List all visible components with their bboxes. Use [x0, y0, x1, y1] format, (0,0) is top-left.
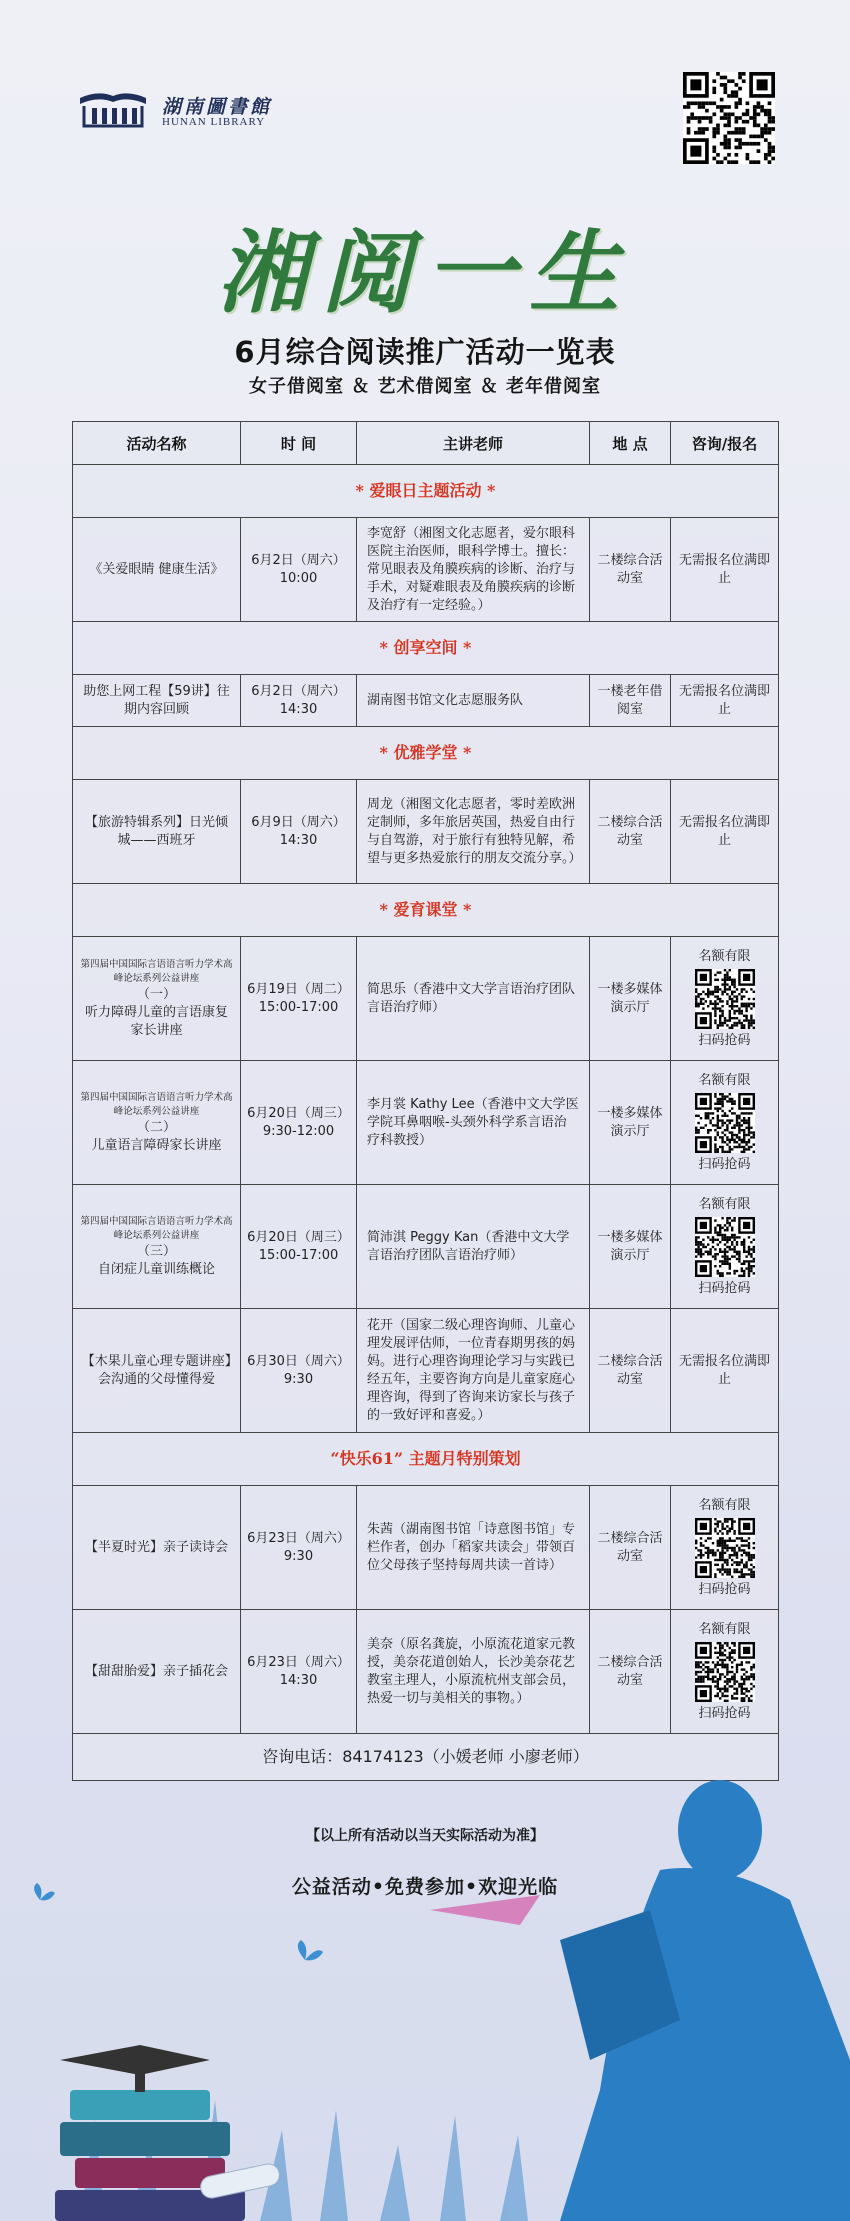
activity-consult: [671, 1486, 779, 1610]
qr-code-icon[interactable]: [683, 72, 775, 164]
scan-label: 扫码抢码: [698, 1032, 751, 1048]
table-row: [73, 1185, 779, 1309]
activity-teacher: 简思乐（香港中文大学言语治疗团队言语治疗师）: [357, 937, 590, 1061]
qr-code-icon[interactable]: [695, 1518, 755, 1578]
activity-teacher: 湖南图书馆文化志愿服务队: [357, 675, 590, 727]
activity-time: 6月20日（周三）15:00-17:00: [241, 1185, 357, 1309]
quota-label: 名额有限: [698, 1196, 751, 1212]
activity-time: 6月20日（周三）9:30-12:00: [241, 1061, 357, 1185]
activity-place: 一楼老年借阅室: [590, 675, 671, 727]
qr-code-icon[interactable]: [695, 1093, 755, 1153]
activity-teacher: 周龙（湘图文化志愿者，零时差欧洲定制师，多年旅居英国，热爱自由行与自驾游，对于旅行有独特见解，希望与更多热爱旅行的朋友交流分享。）: [357, 780, 590, 884]
scan-label: 扫码抢码: [698, 1581, 751, 1597]
library-logo-icon: [78, 90, 148, 130]
section-row: [73, 622, 779, 675]
activity-place: 二楼综合活动室: [590, 1486, 671, 1610]
library-logo: [78, 90, 338, 130]
activity-place: 一楼多媒体演示厅: [590, 1185, 671, 1309]
section-row: [73, 884, 779, 937]
table-row: [73, 937, 779, 1061]
activity-name: 《关爱眼睛 健康生活》: [73, 518, 241, 622]
activity-teacher: 李月裳 Kathy Lee（香港中文大学医学院耳鼻咽喉-头颈外科学系言语治疗科教授）: [357, 1061, 590, 1185]
paper-plane-icon: [430, 1895, 540, 1925]
activity-teacher: 朱茜（湖南图书馆「诗意图书馆」专栏作者，创办「稻家共读会」带领百位父母孩子坚持每周共读一首诗）: [357, 1486, 590, 1610]
activity-place: 二楼综合活动室: [590, 518, 671, 622]
activity-teacher: 简沛淇 Peggy Kan（香港中文大学言语治疗团队言语治疗师）: [357, 1185, 590, 1309]
scan-label: 扫码抢码: [698, 1705, 751, 1721]
section-title: * 爱眼日主题活动 *: [73, 465, 779, 518]
table-row: [73, 1610, 779, 1734]
scan-label: 扫码抢码: [698, 1156, 751, 1172]
activity-name: 【半夏时光】亲子读诗会: [73, 1486, 241, 1610]
activity-time: 6月19日（周二）15:00-17:00: [241, 937, 357, 1061]
table-row: [73, 1061, 779, 1185]
table-row: [73, 1309, 779, 1433]
activity-consult: [671, 937, 779, 1061]
activity-name-cell: [73, 1185, 241, 1309]
activity-name: 儿童语言障碍家长讲座: [91, 1137, 222, 1153]
activity-teacher: 李宽舒（湘图文化志愿者，爱尔眼科医院主治医师，眼科学博士。擅长：常见眼表及角膜疾病的诊断、治疗与手术，对疑难眼表及角膜疾病的诊断及治疗有一定经验。）: [357, 518, 590, 622]
activity-consult: 无需报名位满即止: [671, 675, 779, 727]
table-header-row: [73, 422, 779, 465]
table-row: [73, 780, 779, 884]
activity-name-cell: [73, 1061, 241, 1185]
reading-rooms: 女子借阅室 ＆ 艺术借阅室 ＆ 老年借阅室: [248, 376, 602, 397]
activity-place: 一楼多媒体演示厅: [590, 1061, 671, 1185]
disclaimer-note: 【以上所有活动以当天实际活动为准】: [306, 1828, 544, 1844]
series-number: （一）: [136, 986, 176, 1002]
library-name-en: HUNAN LIBRARY: [162, 116, 266, 128]
reader-silhouette-icon: [560, 1780, 850, 2221]
series-name: 第四届中国国际言语语言听力学术高峰论坛系列公益讲座: [80, 1091, 233, 1117]
section-title: * 创享空间 *: [73, 622, 779, 675]
scan-label: 扫码抢码: [698, 1280, 751, 1296]
header-time: 时 间: [241, 422, 357, 465]
library-name-cn: 湖南圖書館: [162, 96, 273, 118]
page-title: 湘阅一生: [217, 220, 633, 326]
activity-place: 二楼综合活动室: [590, 1309, 671, 1433]
series-number: （二）: [136, 1119, 176, 1135]
qr-code-icon[interactable]: [695, 969, 755, 1029]
activity-teacher: 美奈（原名龚旋，小原流花道家元教授，美奈花道创始人，长沙美奈花艺教室主理人，小原流杭州支部会员，热爱一切与美相关的事物。）: [357, 1610, 590, 1734]
header-activity: 活动名称: [73, 422, 241, 465]
quota-label: 名额有限: [698, 1621, 751, 1637]
activity-table: [72, 421, 778, 1781]
section-row: [73, 1433, 779, 1486]
activity-consult: 无需报名位满即止: [671, 1309, 779, 1433]
qr-code-icon[interactable]: [695, 1217, 755, 1277]
activity-name: 【甜甜胎爱】亲子插花会: [73, 1610, 241, 1734]
table-row: [73, 1486, 779, 1610]
activity-time: 6月30日（周六）9:30: [241, 1309, 357, 1433]
activity-time: 6月23日（周六）14:30: [241, 1610, 357, 1734]
table-row: [73, 518, 779, 622]
quota-label: 名额有限: [698, 948, 751, 964]
activity-consult: 无需报名位满即止: [671, 780, 779, 884]
quota-label: 名额有限: [698, 1072, 751, 1088]
section-title: * 爱育课堂 *: [73, 884, 779, 937]
quota-label: 名额有限: [698, 1497, 751, 1513]
qr-code-icon[interactable]: [695, 1642, 755, 1702]
activity-name: 助您上网工程【59讲】往期内容回顾: [73, 675, 241, 727]
section-row: [73, 465, 779, 518]
section-title: * 优雅学堂 *: [73, 727, 779, 780]
section-title: “快乐61” 主题月特别策划: [73, 1433, 779, 1486]
header-place: 地 点: [590, 422, 671, 465]
series-name: 第四届中国国际言语语言听力学术高峰论坛系列公益讲座: [80, 1215, 233, 1241]
consult-phone: 咨询电话：84174123（小媛老师 小廖老师）: [73, 1734, 779, 1781]
activity-name-cell: [73, 937, 241, 1061]
activity-place: 一楼多媒体演示厅: [590, 937, 671, 1061]
header-teacher: 主讲老师: [357, 422, 590, 465]
activity-time: 6月2日（周六）10:00: [241, 518, 357, 622]
slogan: 公益活动•免费参加•欢迎光临: [291, 1876, 559, 1898]
page-subtitle: 6月综合阅读推广活动一览表: [234, 335, 616, 369]
activity-consult: [671, 1610, 779, 1734]
activity-time: 6月23日（周六）9:30: [241, 1486, 357, 1610]
activity-place: 二楼综合活动室: [590, 780, 671, 884]
activity-time: 6月2日（周六）14:30: [241, 675, 357, 727]
activity-teacher: 花开（国家二级心理咨询师、儿童心理发展评估师，一位青春期男孩的妈妈。进行心理咨询理论学习与实践已经五年，主要咨询方向是儿童家庭心理咨询，得到了咨询来访家长与孩子的一致好评和喜爱。）: [357, 1309, 590, 1433]
activity-name: 【旅游特辑系列】日光倾城——西班牙: [73, 780, 241, 884]
series-name: 第四届中国国际言语语言听力学术高峰论坛系列公益讲座: [80, 958, 233, 984]
activity-name: 【木果儿童心理专题讲座】会沟通的父母懂得爱: [73, 1309, 241, 1433]
series-number: （三）: [136, 1243, 176, 1259]
table-row: [73, 675, 779, 727]
section-row: [73, 727, 779, 780]
activity-name: 听力障碍儿童的言语康复家长讲座: [84, 1004, 228, 1038]
activity-consult: [671, 1061, 779, 1185]
activity-consult: 无需报名位满即止: [671, 518, 779, 622]
activity-place: 二楼综合活动室: [590, 1610, 671, 1734]
activity-name: 自闭症儿童训练概论: [97, 1261, 215, 1277]
activity-time: 6月9日（周六）14:30: [241, 780, 357, 884]
header-consult: 咨询/报名: [671, 422, 779, 465]
activity-consult: [671, 1185, 779, 1309]
